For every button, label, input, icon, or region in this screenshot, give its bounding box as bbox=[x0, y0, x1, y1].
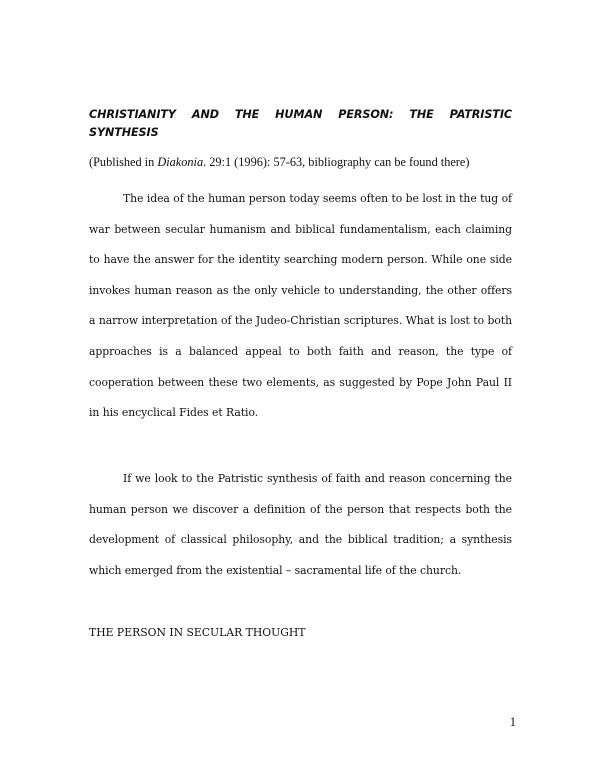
publication-note-prefix: (Published in bbox=[89, 155, 158, 169]
publication-note-suffix: . 29:1 (1996): 57-63, bibliography can be found there) bbox=[203, 155, 470, 169]
body-paragraph-1: The idea of the human person today seems often to be lost in the tug of war between secular humanism and biblical fundamentalism, each claiming to have the answer for the identity searching modern person. While one side invokes human reason as the only vehicle to understanding, the other offers a narrow interpretation of the Judeo-Christian scriptures. What is lost to both approaches is a balanced appeal to both faith and reason, the type of cooperation between these two elements, as suggested by Pope John Paul II in his encyclical Fides et Ratio. bbox=[89, 192, 512, 420]
document-title: CHRISTIANITY AND THE HUMAN PERSON: THE PATRISTIC SYNTHESIS bbox=[89, 108, 512, 139]
section-heading: THE PERSON IN SECULAR THOUGHT bbox=[89, 626, 306, 639]
publication-note bbox=[89, 154, 529, 170]
page-number: 1 bbox=[509, 715, 516, 729]
body-paragraph-2: If we look to the Patristic synthesis of faith and reason concerning the human person we discover a definition of the person that respects both the development of classical philosophy, and the biblical tradition; a synthesis which emerged from the existential – sacramental life of the church. bbox=[89, 472, 512, 577]
journal-name: Diakonia bbox=[157, 155, 204, 169]
